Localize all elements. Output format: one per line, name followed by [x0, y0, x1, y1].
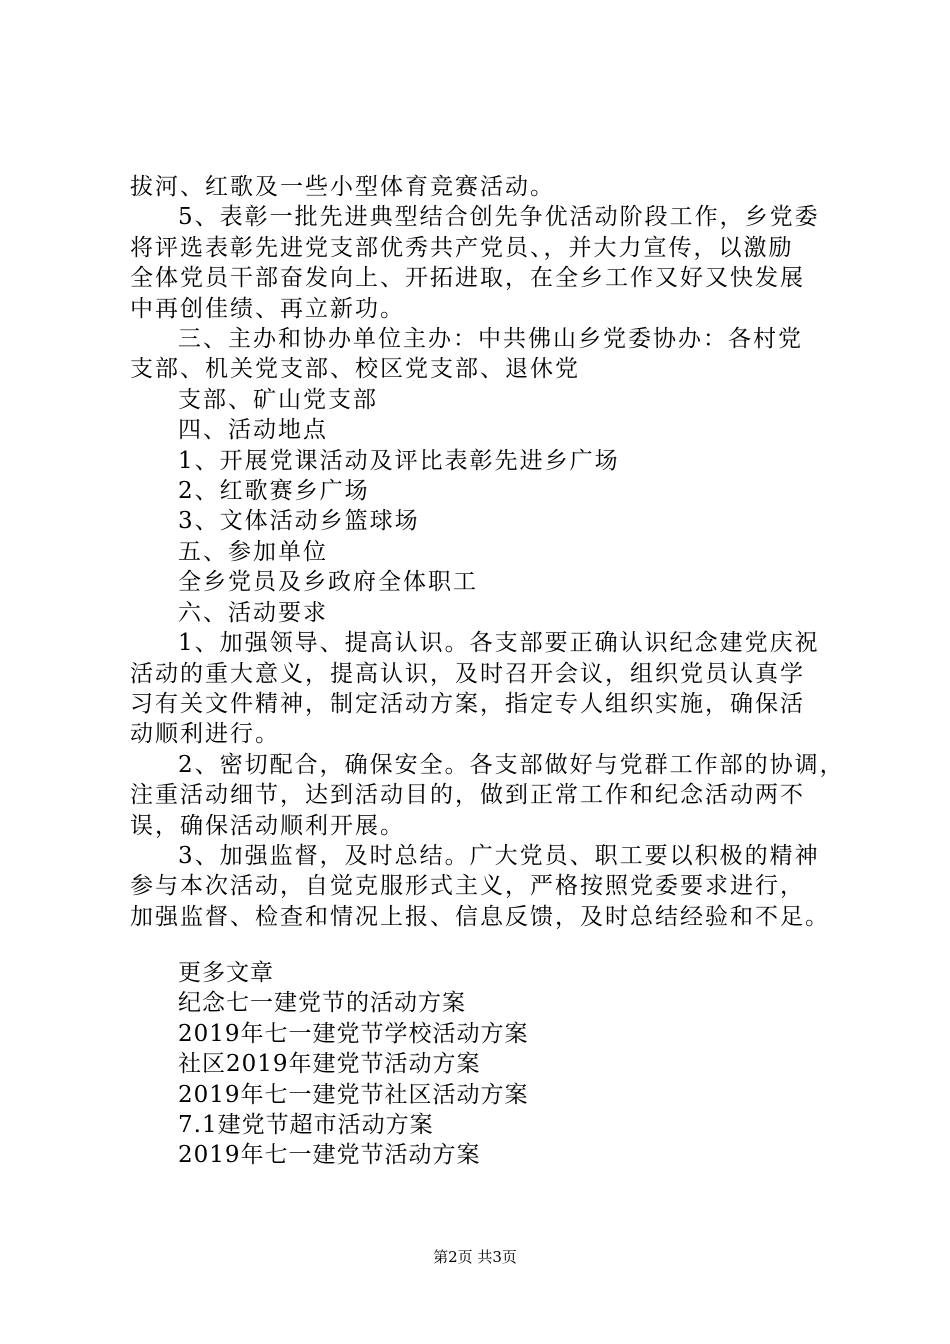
body-line: 2、密切配合，确保安全。各支部做好与党群工作部的协调， — [178, 751, 845, 778]
body-line: 动顺利进行。 — [130, 721, 280, 748]
body-line: 六、活动要求 — [178, 599, 328, 626]
body-line: 1、开展党课活动及评比表彰先进乡广场 — [178, 447, 620, 474]
page-indicator: 第2页 共3页 — [433, 1248, 517, 1266]
body-line: 全体党员干部奋发向上、开拓进取，在全乡工作又好又快发展 — [130, 265, 805, 292]
body-line: 3、文体活动乡篮球场 — [178, 508, 420, 535]
more-article-link[interactable]: 2019年七一建党节学校活动方案 — [178, 1020, 529, 1047]
body-line: 活动的重大意义，提高认识，及时召开会议，组织党员认真学 — [130, 660, 805, 687]
more-articles-section — [178, 958, 529, 1171]
body-line: 习有关文件精神，制定活动方案，指定专人组织实施，确保活 — [130, 690, 805, 717]
body-line: 将评选表彰先进党支部优秀共产党员、，并大力宣传，以激励 — [130, 234, 794, 261]
body-line: 中再创佳绩、再立新功。 — [130, 295, 405, 322]
more-articles-heading: 更多文章 — [178, 960, 274, 986]
body-line: 加强监督、检查和情况上报、信息反馈，及时总结经验和不足。 — [130, 903, 830, 930]
body-line: 拔河、红歌及一些小型体育竞赛活动。 — [130, 174, 555, 200]
body-line: 三、主办和协办单位主办：中共佛山乡党委协办：各村党 — [178, 326, 803, 353]
body-line: 四、活动地点 — [178, 417, 328, 444]
body-line: 全乡党员及乡政府全体职工 — [178, 569, 478, 596]
body-line: 误，确保活动顺利开展。 — [130, 812, 405, 839]
body-line: 支部、机关党支部、校区党支部、退休党 — [130, 356, 580, 383]
more-article-link[interactable]: 7.1建党节超市活动方案 — [178, 1112, 434, 1139]
more-article-link[interactable]: 2019年七一建党节活动方案 — [178, 1142, 481, 1169]
body-line: 注重活动细节，达到活动目的，做到正常工作和纪念活动两不 — [130, 782, 805, 809]
body-line: 参与本次活动，自觉克服形式主义，严格按照党委要求进行， — [130, 873, 805, 900]
more-article-link[interactable]: 2019年七一建党节社区活动方案 — [178, 1081, 529, 1108]
more-article-link[interactable]: 纪念七一建党节的活动方案 — [178, 990, 466, 1017]
body-line: 2、红歌赛乡广场 — [178, 478, 370, 505]
more-article-link[interactable]: 社区2019年建党节活动方案 — [178, 1051, 481, 1078]
body-line: 5、表彰一批先进典型结合创先争优活动阶段工作，乡党委 — [178, 204, 820, 231]
body-line: 支部、矿山党支部 — [178, 386, 378, 413]
body-line: 3、加强监督，及时总结。广大党员、职工要以积极的精神 — [178, 842, 820, 869]
document-body — [130, 172, 845, 932]
body-line: 1、加强领导、提高认识。各支部要正确认识纪念建党庆祝 — [178, 630, 820, 657]
body-line: 五、参加单位 — [178, 538, 328, 565]
page-footer — [0, 1246, 950, 1267]
